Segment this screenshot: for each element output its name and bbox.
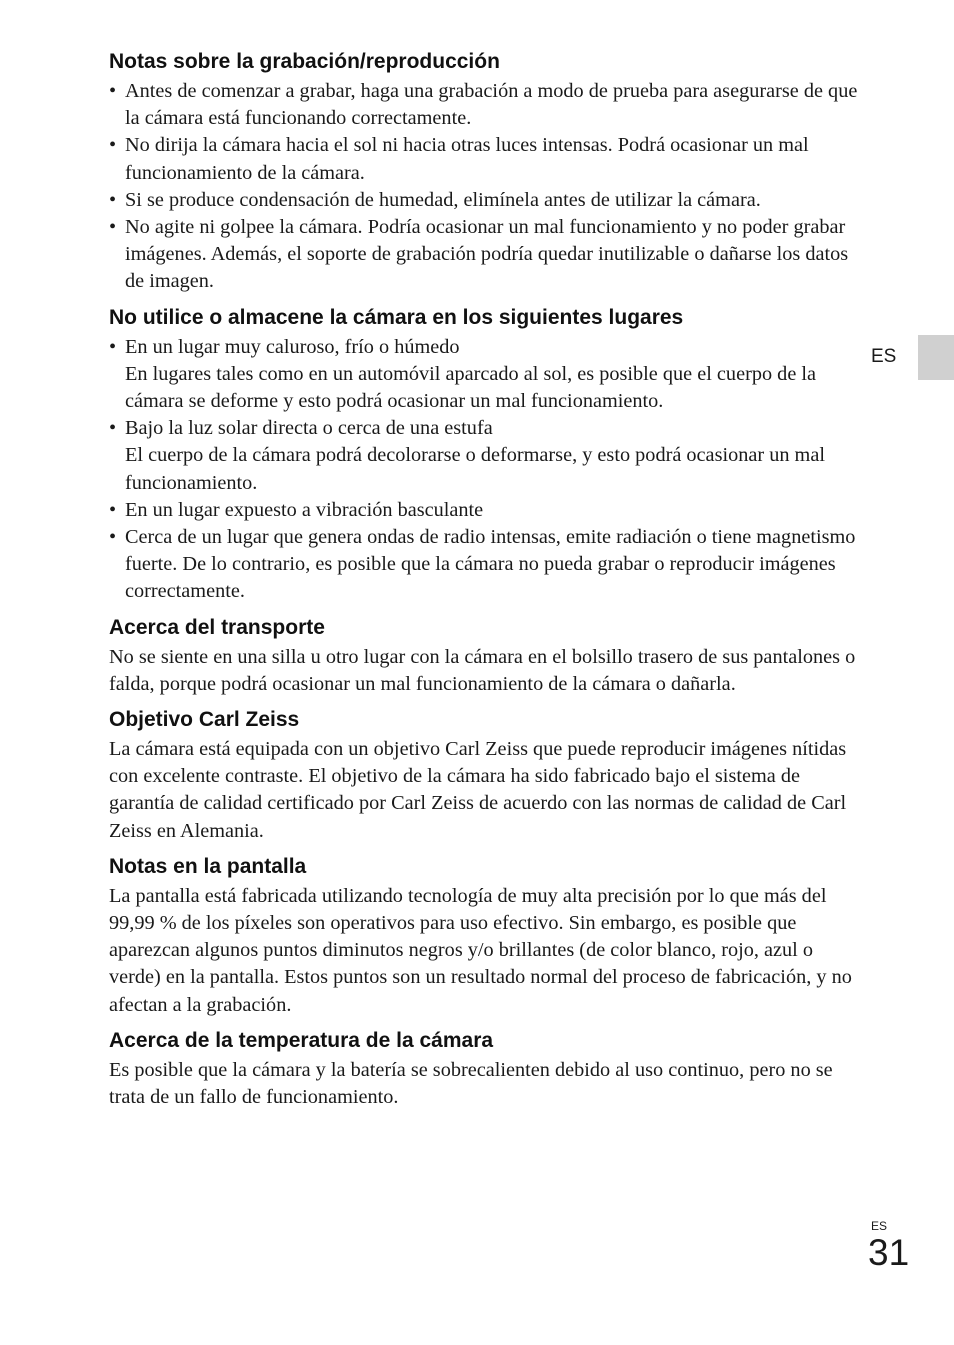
section-title: Acerca de la temperatura de la cámara bbox=[109, 1028, 494, 1052]
list-item-text: Bajo la luz solar directa o cerca de una estufa bbox=[125, 417, 493, 440]
section-screen-notes bbox=[109, 854, 861, 1019]
list-item: • Si se produce condensación de humedad, elimínela antes de utilizar la cámara. bbox=[109, 187, 861, 214]
section-body: Es posible que la cámara y la batería se sobrecalienten debido al uso continuo, pero no se trata de un fallo de funcionamiento. bbox=[109, 1058, 833, 1109]
section-storage-places bbox=[109, 305, 861, 606]
list-item: • En un lugar expuesto a vibración basculante bbox=[109, 497, 861, 524]
language-tab-marker bbox=[918, 335, 954, 380]
section-recording-notes bbox=[109, 49, 861, 296]
section-title: Objetivo Carl Zeiss bbox=[109, 708, 300, 732]
section-title: Notas en la pantalla bbox=[109, 854, 307, 878]
list-item-detail: El cuerpo de la cámara podrá decolorarse o deformarse, y esto podrá ocasionar un mal funcionamiento. bbox=[125, 444, 825, 494]
list-item: • Antes de comenzar a grabar, haga una grabación a modo de prueba para asegurarse de que la cámara está funcionando correctamente. bbox=[109, 78, 861, 132]
section-title: Notas sobre la grabación/reproducción bbox=[109, 50, 500, 73]
bullet-list bbox=[109, 78, 861, 296]
section-title: Acerca del transporte bbox=[109, 615, 325, 639]
list-item bbox=[109, 415, 861, 497]
section-temperature bbox=[109, 1028, 861, 1111]
section-body: No se siente en una silla u otro lugar con la cámara en el bolsillo trasero de sus pantalones o falda, porque podrá ocasionar un mal funcionamiento de la cámara o dañarla. bbox=[109, 645, 856, 695]
section-title: No utilice o almacene la cámara en los siguientes lugares bbox=[109, 305, 684, 329]
list-item-detail: En lugares tales como en un automóvil aparcado al sol, es posible que el cuerpo de la cámara se deforme y esto podrá ocasionar un mal funcionamiento. bbox=[125, 362, 817, 413]
list-item-text: En un lugar muy caluroso, frío o húmedo bbox=[125, 335, 460, 358]
list-item: • No dirija la cámara hacia el sol ni hacia otras luces intensas. Podrá ocasionar un mal funcionamiento de la cámara. bbox=[109, 132, 861, 186]
list-item: • Cerca de un lugar que genera ondas de radio intensas, emite radiación o tiene magnetismo fuerte. De lo contrario, es posible que la cámara no pueda grabar o reproducir imágenes correctamente. bbox=[109, 524, 861, 606]
section-carl-zeiss bbox=[109, 707, 861, 845]
list-item: • No agite ni golpee la cámara. Podría ocasionar un mal funcionamiento y no poder grabar imágenes. Además, el soporte de grabación podría quedar inutilizable o dañarse los datos de imagen. bbox=[109, 214, 861, 296]
language-tab-label: ES bbox=[871, 346, 897, 367]
section-transport bbox=[109, 615, 861, 698]
bullet-list bbox=[109, 334, 861, 606]
section-body: La cámara está equipada con un objetivo Carl Zeiss que puede reproducir imágenes nítidas con excelente contraste. El objetivo de la cámara ha sido fabricado bajo el sistema de garantía de calidad certificado por Carl Zeiss de acuerdo con las normas de calidad de Carl Zeiss en Alemania. bbox=[109, 738, 847, 842]
footer-language: ES bbox=[871, 1219, 888, 1233]
section-body: La pantalla está fabricada utilizando tecnología de muy alta precisión por lo que más del 99,99 % de los píxeles son operativos para uso efectivo. Sin embargo, es posible que aparezcan algunos puntos diminutos negros y/o brillantes (de color blanco, rojo, azul o verde) en la pantalla. Estos puntos son un resultado normal del proceso de fabricación, y no afectan a la grabación. bbox=[109, 884, 852, 1016]
list-item bbox=[109, 334, 861, 416]
page-number: 31 bbox=[868, 1232, 910, 1273]
page-content bbox=[109, 49, 861, 1120]
